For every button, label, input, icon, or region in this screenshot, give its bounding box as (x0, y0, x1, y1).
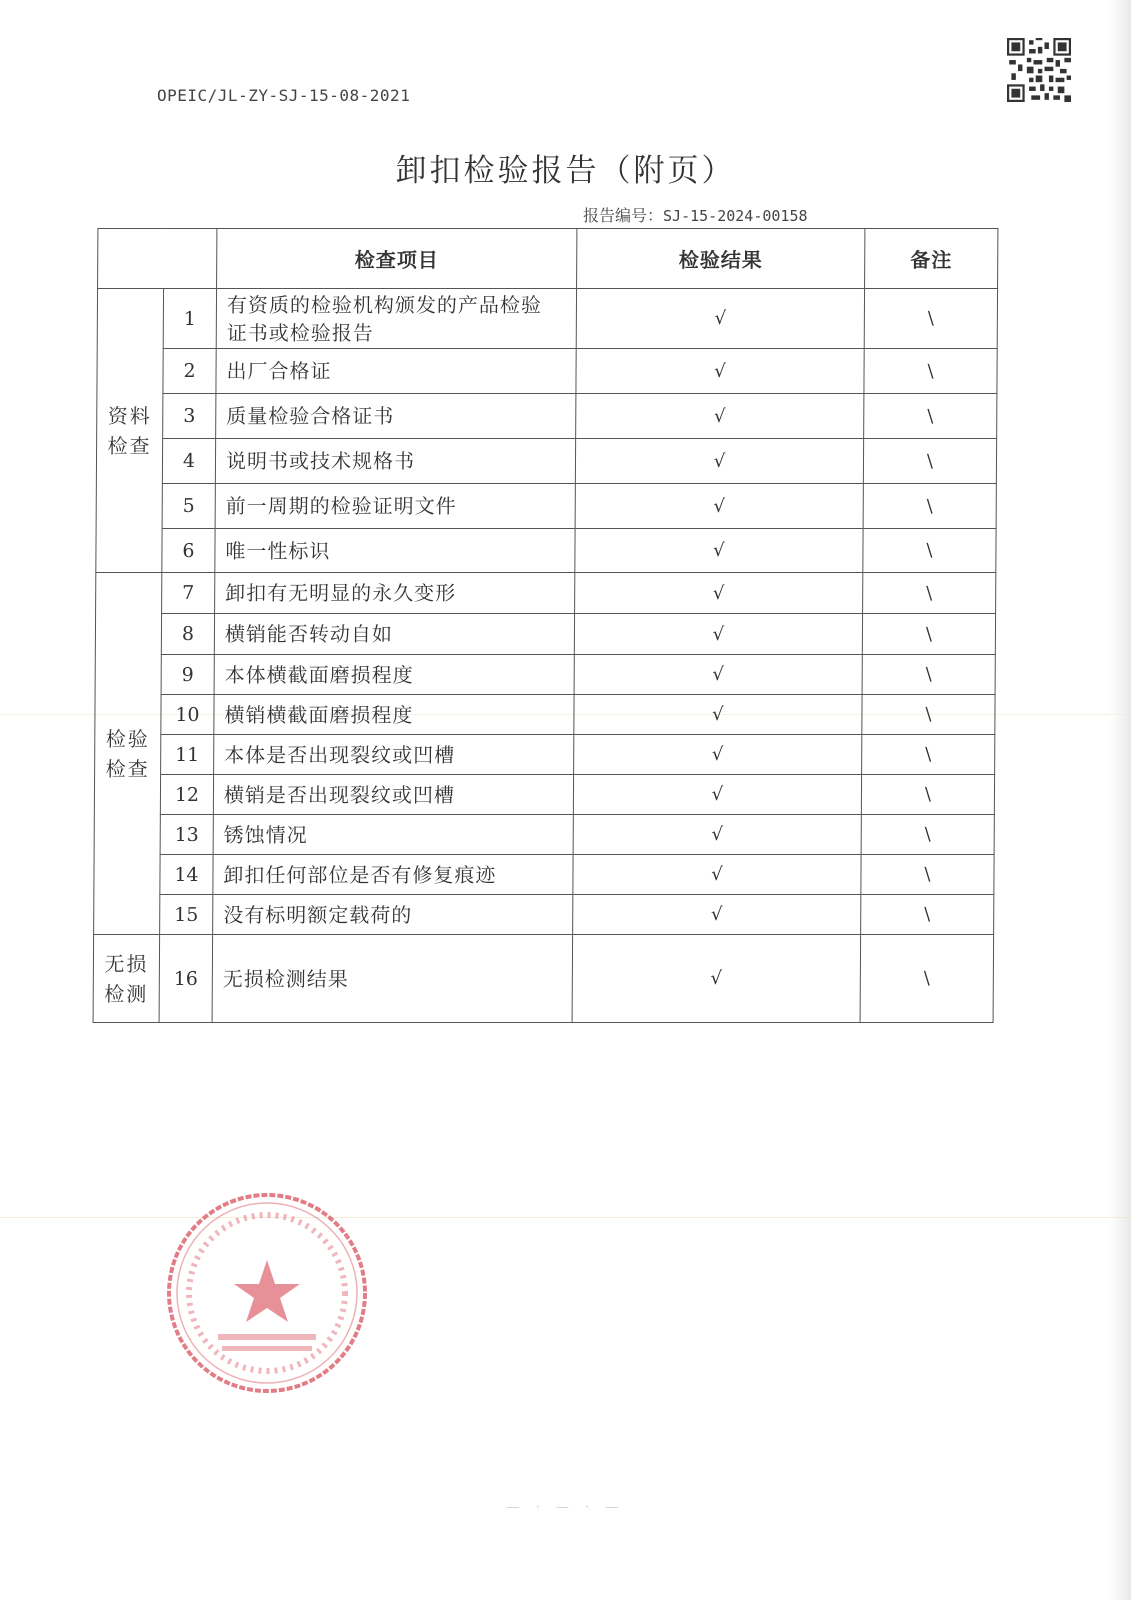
header-item: 检查项目 (217, 229, 577, 289)
row-result: √ (575, 439, 863, 484)
row-result: √ (574, 695, 862, 735)
row-note: \ (864, 349, 997, 394)
row-item (216, 289, 576, 349)
row-item: 横销是否出现裂纹或凹槽 (213, 775, 573, 815)
row-result: √ (573, 855, 861, 895)
row-item-line: 证书或检验报告 (226, 320, 374, 345)
group-label-line: 无损 (104, 951, 149, 976)
table-row (94, 815, 994, 855)
row-item-line: 有资质的检验机构颁发的产品检验 (226, 292, 543, 317)
row-item: 本体是否出现裂纹或凹槽 (214, 735, 574, 775)
report-number-value: SJ-15-2024-00158 (663, 207, 808, 225)
page-footer-faint: — · — · — (506, 1500, 625, 1515)
row-number: 10 (161, 695, 214, 735)
row-note: \ (862, 735, 995, 775)
report-number-label: 报告编号： (583, 206, 664, 225)
report-number (583, 203, 808, 226)
table-row (96, 573, 996, 614)
table-row (94, 895, 994, 935)
row-number: 2 (163, 349, 216, 394)
row-item: 本体横截面磨损程度 (214, 655, 574, 695)
row-item: 锈蚀情况 (213, 815, 573, 855)
row-note: \ (862, 614, 995, 655)
qr-code-icon (1007, 38, 1071, 102)
row-number: 3 (163, 394, 216, 439)
row-item: 卸扣任何部位是否有修复痕迹 (213, 855, 573, 895)
row-item: 横销横截面磨损程度 (214, 695, 574, 735)
row-item: 前一周期的检验证明文件 (215, 484, 575, 529)
table-row (94, 855, 994, 895)
row-number: 11 (161, 735, 214, 775)
table-row (95, 614, 995, 655)
group-label-line: 检查 (105, 756, 150, 781)
table-row (97, 394, 997, 439)
row-result: √ (575, 573, 863, 614)
row-note: \ (862, 695, 995, 735)
row-item: 没有标明额定载荷的 (213, 895, 573, 935)
row-number: 4 (162, 439, 215, 484)
header-result: 检验结果 (577, 229, 865, 289)
row-result: √ (576, 289, 864, 349)
row-note: \ (863, 573, 996, 614)
row-result: √ (575, 529, 863, 573)
row-note: \ (864, 394, 997, 439)
report-title: 卸扣检验报告（附页） (395, 153, 736, 189)
row-note: \ (861, 895, 994, 935)
row-result: √ (573, 895, 861, 935)
row-number: 13 (160, 815, 213, 855)
row-note: \ (864, 289, 997, 349)
row-note: \ (861, 815, 994, 855)
table-row (94, 775, 994, 815)
table-row (95, 655, 995, 695)
row-result: √ (573, 775, 861, 815)
row-result: √ (574, 735, 862, 775)
row-item: 横销能否转动自如 (214, 614, 574, 655)
row-number: 8 (161, 614, 214, 655)
row-number: 6 (162, 529, 215, 573)
row-number: 7 (162, 573, 215, 614)
row-result: √ (576, 349, 864, 394)
group-label-line: 检查 (107, 433, 152, 458)
row-note: \ (863, 439, 996, 484)
row-note: \ (862, 655, 995, 695)
table-row (95, 735, 995, 775)
table-row (93, 935, 994, 1023)
row-note: \ (863, 529, 996, 573)
group-label-inspection (94, 573, 162, 935)
row-note: \ (861, 855, 994, 895)
row-note: \ (861, 775, 994, 815)
group-label-ndt (93, 935, 160, 1023)
group-label-line: 检测 (104, 981, 149, 1006)
row-item: 无损检测结果 (212, 935, 573, 1023)
table-row (96, 439, 996, 484)
row-number: 5 (162, 484, 215, 529)
inspection-table-wrapper (93, 228, 998, 1023)
row-note: \ (860, 935, 994, 1023)
row-number: 16 (159, 935, 213, 1023)
table-row (97, 289, 997, 349)
row-result: √ (575, 484, 863, 529)
inspection-table (93, 228, 999, 1023)
row-number: 14 (160, 855, 213, 895)
official-seal-stamp (162, 1188, 372, 1398)
row-result: √ (576, 394, 864, 439)
table-row (95, 695, 995, 735)
table-row (96, 529, 996, 573)
row-item: 说明书或技术规格书 (215, 439, 575, 484)
table-header-row (98, 229, 998, 289)
row-note: \ (863, 484, 996, 529)
row-result: √ (574, 614, 862, 655)
header-blank-cell (98, 229, 217, 289)
row-number: 15 (160, 895, 213, 935)
scan-edge-shadow (1109, 0, 1131, 1600)
group-label-documents (96, 289, 164, 573)
row-item: 卸扣有无明显的永久变形 (215, 573, 575, 614)
header-note: 备注 (865, 229, 998, 289)
row-number: 12 (160, 775, 213, 815)
row-item: 质量检验合格证书 (216, 394, 576, 439)
row-result: √ (574, 655, 862, 695)
row-result: √ (572, 935, 861, 1023)
table-row (96, 484, 996, 529)
group-label-line: 检验 (105, 726, 150, 751)
row-item: 出厂合格证 (216, 349, 576, 394)
row-number: 9 (161, 655, 214, 695)
row-item: 唯一性标识 (215, 529, 575, 573)
document-code: OPEIC/JL-ZY-SJ-15-08-2021 (157, 86, 411, 105)
row-number: 1 (163, 289, 216, 349)
row-result: √ (573, 815, 861, 855)
group-label-line: 资料 (107, 403, 152, 428)
table-row (97, 349, 997, 394)
